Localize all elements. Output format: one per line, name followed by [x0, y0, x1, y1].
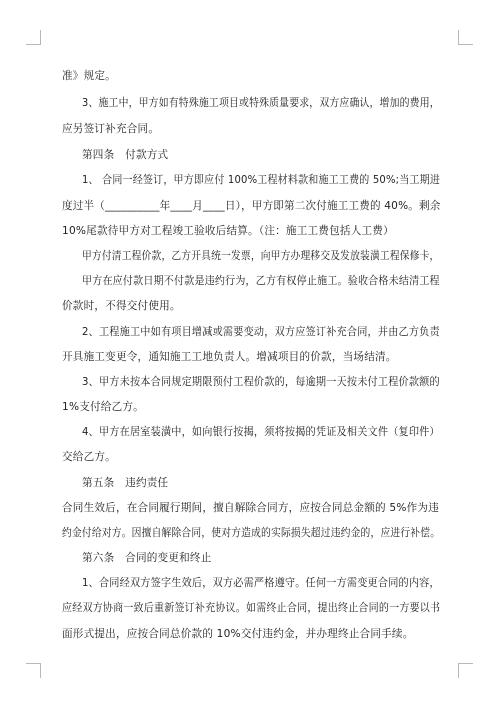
text-line: 4、甲方在居室装潢中，如向银行按揭，须将按揭的凭证及相关文件（复印件） — [82, 426, 440, 438]
crop-mark-top-right — [458, 30, 473, 45]
text-line: 3、甲方未按本合同规定期限预付工程价款的，每逾期一天按未付工程价款额的 — [82, 376, 440, 388]
crop-mark-top-left — [26, 30, 41, 45]
text-line: 约金付给对方。因擅自解除合同，使对方造成的实际损失超过违约金的，应进行补偿。 — [62, 527, 441, 539]
text-line: 交给乙方。 — [62, 451, 116, 463]
text-line: 准》规定。 — [62, 70, 116, 82]
text-line: 3、施工中，甲方如有特殊施工项目或特殊质量要求，双方应确认，增加的费用， — [82, 97, 440, 109]
text-line: 开具施工变更令，通知施工工地负责人。增减项目的价款，当场结清。 — [62, 351, 397, 363]
text-line: 应另签订补充合同。 — [62, 123, 160, 135]
section-heading: 第五条 违约责任 — [82, 477, 169, 489]
crop-mark-bottom-left — [26, 663, 41, 678]
text-line: 度过半（__________年____月____日），甲方即第二次付施工工费的 40%。剩余 — [62, 200, 441, 212]
text-line: 甲方在应付款日期不付款是违约行为，乙方有权停止施工。验收合格未结清工程 — [82, 275, 440, 287]
text-line: 1%支付给乙方。 — [62, 401, 144, 413]
section-heading: 第四条 付款方式 — [82, 149, 169, 161]
text-line: 面形式提出，应按合同总价款的 10%交付违约金，并办理终止合同手续。 — [62, 628, 414, 640]
section-heading: 第六条 合同的变更和终止 — [82, 552, 212, 564]
text-line: 1、合同经双方签字生效后，双方必需严格遵守。任何一方需变更合同的内容， — [82, 577, 440, 589]
text-line: 应经双方协商一致后重新签订补充协议。如需终止合同，提出终止合同的一方要以书 — [62, 602, 441, 614]
text-line: 10%尾款待甲方对工程竣工验收后结算。（注：施工工费包括人工费） — [62, 225, 394, 237]
text-line: 合同生效后，在合同履行期间，擅自解除合同方，应按合同总金额的 5%作为违 — [62, 502, 439, 514]
crop-mark-bottom-right — [458, 663, 473, 678]
text-line: 甲方付清工程价款，乙方开具统一发票，向甲方办理移交及发放装潢工程保修卡， — [82, 250, 440, 262]
text-line: 1、 合同一经签订，甲方即应付 100%工程材料款和施工工费的 50%;当工期进 — [82, 174, 441, 186]
text-line: 价款时，不得交付使用。 — [62, 300, 181, 312]
text-line: 2、工程施工中如有项目增减或需要变动，双方应签订补充合同，并由乙方负责 — [82, 326, 440, 338]
